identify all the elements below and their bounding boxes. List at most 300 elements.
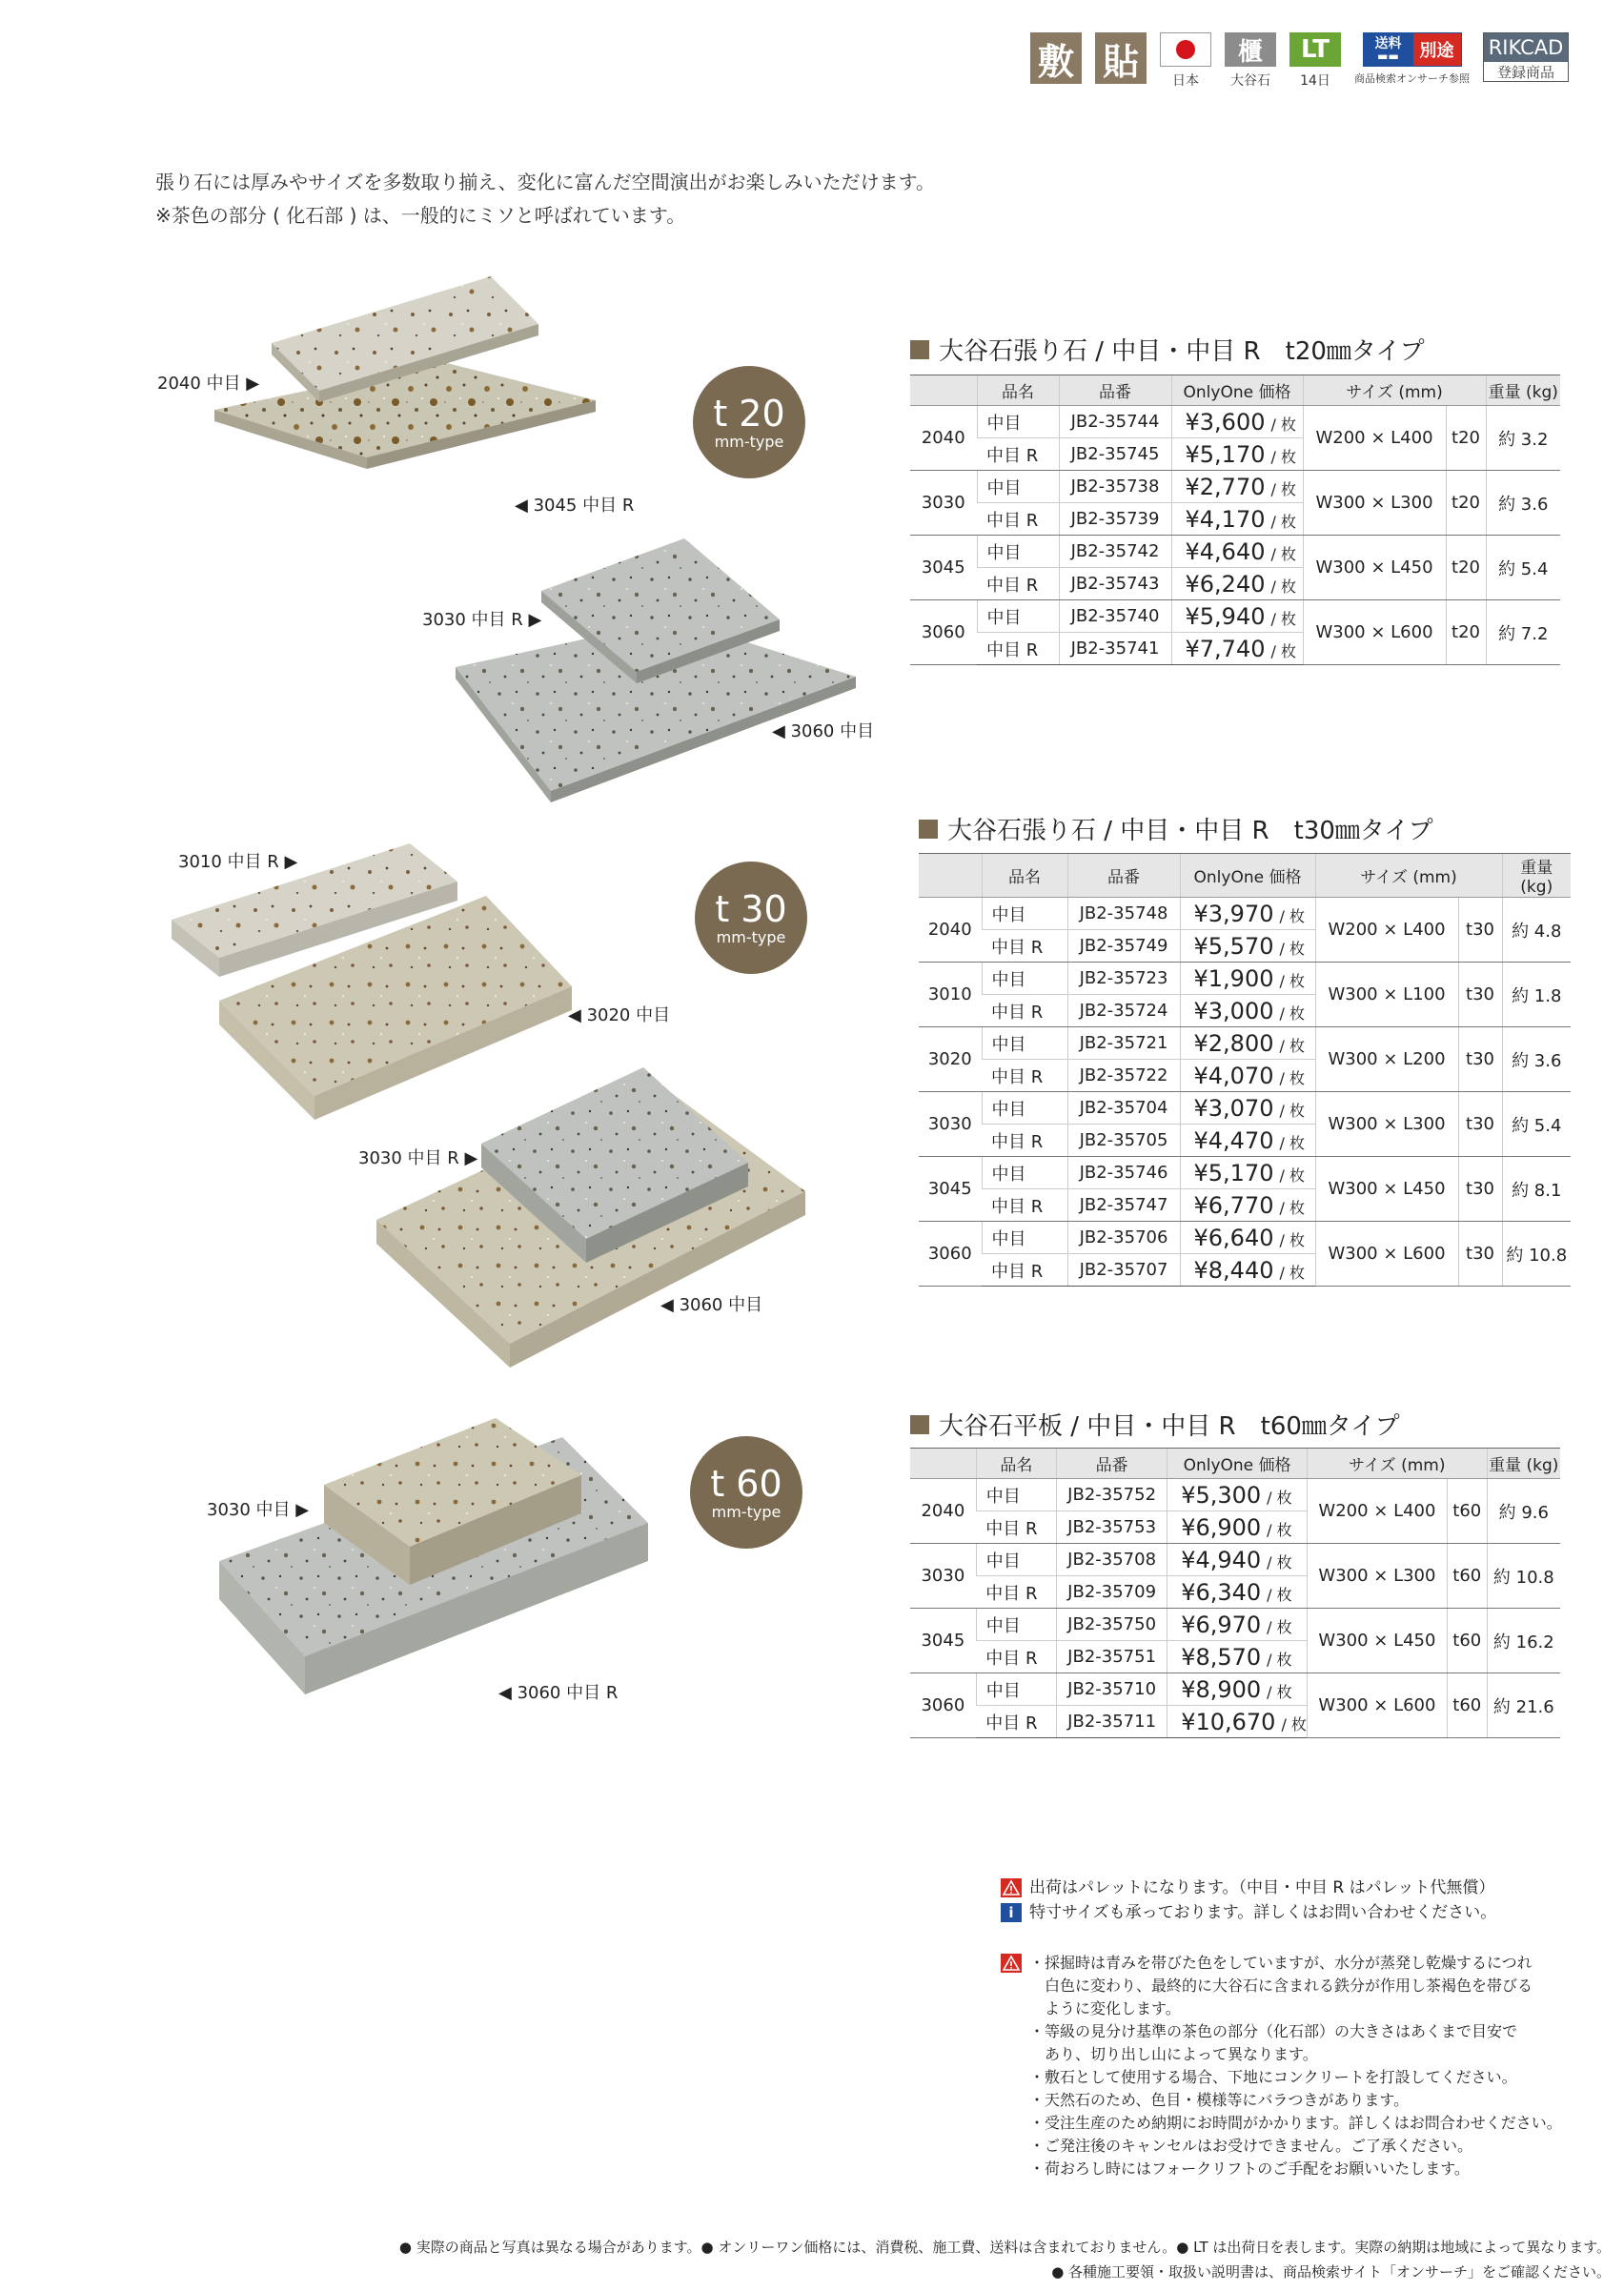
stone-photo-t30-b xyxy=(376,1029,815,1382)
caution-items xyxy=(1029,1952,1562,2180)
price-unit: / 枚 xyxy=(1279,906,1305,925)
rikcad-badge xyxy=(1483,32,1569,82)
grade-cell: 中目 xyxy=(982,1222,1067,1254)
price-unit: / 枚 xyxy=(1270,577,1296,596)
price-unit: / 枚 xyxy=(1270,544,1296,563)
price-unit: / 枚 xyxy=(1270,641,1296,660)
thickness-cell: t20 xyxy=(1446,600,1486,665)
price-unit: / 枚 xyxy=(1270,512,1296,531)
price-unit: / 枚 xyxy=(1281,1714,1307,1733)
caution-item xyxy=(1029,1952,1562,2020)
material-badge xyxy=(1225,32,1276,90)
grade-cell: 中目 xyxy=(976,1609,1056,1641)
grade-cell: 中目 R xyxy=(976,1511,1056,1544)
series-cell: 3060 xyxy=(910,1673,976,1738)
table-row xyxy=(919,1157,1571,1189)
price-value: ¥2,800 xyxy=(1193,1029,1274,1057)
stone-label-3010r: 3010 中目 R ▶ xyxy=(178,852,298,872)
price-table-t60 xyxy=(910,1448,1560,1738)
size-cell: W300 × L450 xyxy=(1315,1157,1458,1222)
price-value: ¥4,170 xyxy=(1185,505,1266,533)
thickness-cell: t30 xyxy=(1458,1157,1502,1222)
thickness-cell: t30 xyxy=(1458,1027,1502,1092)
stone-photo-t20-a xyxy=(214,267,615,524)
price-cell xyxy=(1171,438,1303,471)
table-row xyxy=(910,600,1560,633)
grade-cell: 中目 xyxy=(982,1027,1067,1060)
price-unit: / 枚 xyxy=(1270,447,1296,466)
rikcad-label: RIKCAD xyxy=(1484,33,1568,62)
code-cell: JB2-35742 xyxy=(1059,536,1171,568)
price-value: ¥4,640 xyxy=(1185,537,1266,565)
footer-line-2: ● 各種施工要領・取扱い説明書は、商品検索サイト「オンサーチ」をご確認ください。 xyxy=(1051,2263,1611,2281)
header-weight: 重量 (kg) xyxy=(1487,1449,1560,1479)
code-cell: JB2-35723 xyxy=(1067,963,1180,995)
thickness-unit: mm-type xyxy=(714,432,784,451)
intro-line-1: 張り石には厚みやサイズを多数取り揃え、変化に富んだ空間演出がお楽しみいただけます。 xyxy=(155,171,935,193)
header-badges xyxy=(1030,32,1569,90)
code-cell: JB2-35738 xyxy=(1059,471,1171,503)
price-cell xyxy=(1171,600,1303,633)
price-cell xyxy=(1167,1479,1308,1511)
price-value: ¥3,070 xyxy=(1193,1094,1274,1122)
lead-time-label: LT xyxy=(1289,32,1341,67)
series-cell: 3030 xyxy=(910,471,977,536)
weight-cell: 約 21.6 xyxy=(1487,1673,1560,1738)
grade-cell: 中目 R xyxy=(976,1576,1056,1609)
material-icon: 櫃 xyxy=(1225,32,1276,67)
caution-list xyxy=(1001,1952,1562,2180)
code-cell: JB2-35739 xyxy=(1059,503,1171,536)
stone-label-3060-t20: ◀ 3060 中目 xyxy=(772,721,875,741)
price-value: ¥3,600 xyxy=(1185,408,1266,436)
price-cell xyxy=(1180,963,1315,995)
intro-line-2: ※茶色の部分 ( 化石部 ) は、一般的にミソと呼ばれています。 xyxy=(155,204,686,227)
caution-item xyxy=(1029,2158,1562,2180)
header-name: 品名 xyxy=(977,375,1059,406)
price-value: ¥5,170 xyxy=(1185,440,1266,468)
caution-line: ・受注生産のため納期にお時間がかかります。詳しくはお問合わせください。 xyxy=(1029,2114,1562,2132)
series-cell: 3030 xyxy=(910,1544,976,1609)
shipping-badge xyxy=(1354,32,1470,86)
price-unit: / 枚 xyxy=(1267,1682,1292,1701)
section-title-text: 大谷石張り石 / 中目・中目 R t20㎜タイプ xyxy=(939,337,1425,366)
section-title-t20 xyxy=(910,332,1425,367)
table-header-row xyxy=(910,1449,1560,1479)
size-cell: W200 × L400 xyxy=(1315,898,1458,963)
price-table-t20 xyxy=(910,375,1560,665)
caution-item xyxy=(1029,2089,1562,2112)
weight-cell: 約 16.2 xyxy=(1487,1609,1560,1673)
stone-label-3030r-t20: 3030 中目 R ▶ xyxy=(422,610,542,630)
price-value: ¥2,770 xyxy=(1185,473,1266,500)
price-unit: / 枚 xyxy=(1267,1520,1292,1539)
code-cell: JB2-35741 xyxy=(1059,633,1171,665)
series-cell: 2040 xyxy=(919,898,982,963)
caution-line: ・天然石のため、色目・模様等にバラつきがあります。 xyxy=(1029,2091,1410,2109)
price-value: ¥5,570 xyxy=(1193,932,1274,960)
section-title-t60 xyxy=(910,1407,1400,1442)
code-cell: JB2-35745 xyxy=(1059,438,1171,471)
lead-time-badge xyxy=(1289,32,1341,90)
notes xyxy=(1001,1875,1496,1925)
header-price: OnlyOne 価格 xyxy=(1167,1449,1308,1479)
price-unit: / 枚 xyxy=(1270,609,1296,628)
japan-flag-icon xyxy=(1160,32,1211,67)
header-code: 品番 xyxy=(1067,854,1180,898)
price-value: ¥4,470 xyxy=(1193,1126,1274,1154)
price-cell xyxy=(1180,1222,1315,1254)
header-weight: 重量 (kg) xyxy=(1486,375,1560,406)
price-value: ¥7,740 xyxy=(1185,635,1266,662)
table-row xyxy=(910,1479,1560,1511)
section-title-t30 xyxy=(919,811,1433,846)
shipping-caption: 商品検索オンサーチ参照 xyxy=(1354,72,1470,85)
note-shipping-text: 出荷はパレットになります。（中目・中目 R はパレット代無償） xyxy=(1029,1878,1495,1897)
thickness-cell: t60 xyxy=(1447,1544,1487,1609)
price-unit: / 枚 xyxy=(1279,1101,1305,1120)
price-cell xyxy=(1180,930,1315,963)
table-header-row xyxy=(919,854,1571,898)
stone-label-3020: ◀ 3020 中目 xyxy=(568,1005,671,1025)
price-value: ¥5,170 xyxy=(1193,1159,1274,1186)
header-size: サイズ (mm) xyxy=(1315,854,1502,898)
size-cell: W300 × L100 xyxy=(1315,963,1458,1027)
caution-item xyxy=(1029,2135,1562,2158)
size-cell: W300 × L600 xyxy=(1307,1673,1447,1738)
table-row xyxy=(910,406,1560,438)
series-cell: 3045 xyxy=(910,536,977,600)
caution-line: ・採掘時は青みを帯びた色をしていますが、水分が蒸発し乾燥するにつれ xyxy=(1029,1954,1533,1972)
weight-cell: 約 5.4 xyxy=(1502,1092,1571,1157)
header-price: OnlyOne 価格 xyxy=(1171,375,1303,406)
price-value: ¥3,000 xyxy=(1193,997,1274,1024)
code-cell: JB2-35753 xyxy=(1057,1511,1167,1544)
price-value: ¥6,640 xyxy=(1193,1224,1274,1251)
price-unit: / 枚 xyxy=(1279,939,1305,958)
header-code: 品番 xyxy=(1057,1449,1167,1479)
price-cell xyxy=(1167,1706,1308,1738)
price-unit: / 枚 xyxy=(1279,1263,1305,1282)
thickness-cell: t20 xyxy=(1446,536,1486,600)
header-blank xyxy=(910,1449,976,1479)
warning-icon xyxy=(1001,1878,1022,1897)
series-cell: 3010 xyxy=(919,963,982,1027)
thickness-cell: t20 xyxy=(1446,471,1486,536)
code-cell: JB2-35704 xyxy=(1067,1092,1180,1125)
price-unit: / 枚 xyxy=(1279,971,1305,990)
code-cell: JB2-35750 xyxy=(1057,1609,1167,1641)
price-cell xyxy=(1180,1157,1315,1189)
stone-label-3045r: ◀ 3045 中目 R xyxy=(515,496,635,516)
table-row xyxy=(910,1609,1560,1641)
caution-line: ・荷おろし時にはフォークリフトのご手配をお願いいたします。 xyxy=(1029,2159,1470,2178)
code-cell: JB2-35740 xyxy=(1059,600,1171,633)
series-cell: 2040 xyxy=(910,1479,976,1544)
code-cell: JB2-35744 xyxy=(1059,406,1171,438)
header-code: 品番 xyxy=(1059,375,1171,406)
weight-cell: 約 10.8 xyxy=(1487,1544,1560,1609)
price-value: ¥4,940 xyxy=(1181,1546,1262,1573)
grade-cell: 中目 xyxy=(977,471,1059,503)
price-unit: / 枚 xyxy=(1267,1650,1292,1669)
paving-badge: 敷 xyxy=(1030,32,1082,84)
table-row xyxy=(910,536,1560,568)
truck-icon: 送料 ▬▬ xyxy=(1364,33,1413,66)
thickness-cell: t30 xyxy=(1458,1092,1502,1157)
size-cell: W300 × L600 xyxy=(1303,600,1446,665)
header-price: OnlyOne 価格 xyxy=(1180,854,1315,898)
price-value: ¥6,340 xyxy=(1181,1578,1262,1606)
warning-icon xyxy=(1001,1954,1022,1973)
size-cell: W300 × L600 xyxy=(1315,1222,1458,1287)
note-custom-text: 特寸サイズも承っております。詳しくはお問い合わせください。 xyxy=(1029,1903,1497,1922)
grade-cell: 中目 xyxy=(982,898,1067,930)
weight-cell: 約 3.6 xyxy=(1502,1027,1571,1092)
code-cell: JB2-35710 xyxy=(1057,1673,1167,1706)
price-value: ¥8,900 xyxy=(1181,1675,1262,1703)
code-cell: JB2-35724 xyxy=(1067,995,1180,1027)
caution-item xyxy=(1029,2112,1562,2135)
price-cell xyxy=(1167,1641,1308,1673)
section-marker-icon xyxy=(910,1415,929,1434)
price-cell xyxy=(1171,406,1303,438)
price-cell xyxy=(1167,1609,1308,1641)
price-value: ¥5,300 xyxy=(1181,1481,1262,1509)
grade-cell: 中目 xyxy=(977,406,1059,438)
caution-line: 白色に変わり、最終的に大谷石に含まれる鉄分が作用し茶褐色を帯びる xyxy=(1045,1977,1533,1995)
note-shipping xyxy=(1001,1875,1496,1900)
code-cell: JB2-35721 xyxy=(1067,1027,1180,1060)
grade-cell: 中目 xyxy=(977,600,1059,633)
grade-cell: 中目 xyxy=(976,1479,1056,1511)
price-unit: / 枚 xyxy=(1267,1552,1292,1571)
stone-label-3030-t60: 3030 中目 ▶ xyxy=(207,1500,310,1520)
price-value: ¥4,070 xyxy=(1193,1062,1274,1089)
thickness-unit: mm-type xyxy=(716,927,786,946)
note-custom xyxy=(1001,1900,1496,1925)
price-cell xyxy=(1171,568,1303,600)
weight-cell: 約 3.6 xyxy=(1486,471,1560,536)
price-value: ¥3,970 xyxy=(1193,900,1274,927)
caution-line: ・ご発注後のキャンセルはお受けできません。ご了承ください。 xyxy=(1029,2137,1472,2155)
size-cell: W300 × L200 xyxy=(1315,1027,1458,1092)
thickness-cell: t30 xyxy=(1458,1222,1502,1287)
code-cell: JB2-35746 xyxy=(1067,1157,1180,1189)
price-cell xyxy=(1167,1576,1308,1609)
price-value: ¥6,900 xyxy=(1181,1513,1262,1541)
thickness-unit: mm-type xyxy=(711,1502,782,1521)
grade-cell: 中目 R xyxy=(976,1641,1056,1673)
weight-cell: 約 7.2 xyxy=(1486,600,1560,665)
grade-cell: 中目 xyxy=(977,536,1059,568)
price-value: ¥8,570 xyxy=(1181,1643,1262,1671)
price-cell xyxy=(1180,1254,1315,1287)
grade-cell: 中目 xyxy=(976,1673,1056,1706)
code-cell: JB2-35752 xyxy=(1057,1479,1167,1511)
price-unit: / 枚 xyxy=(1279,1068,1305,1087)
shipping-label: 送料 xyxy=(1374,36,1402,51)
shipping-extra-label: 別途 xyxy=(1413,33,1461,66)
grade-cell: 中目 R xyxy=(977,568,1059,600)
price-value: ¥6,770 xyxy=(1193,1191,1274,1219)
table-header-row xyxy=(910,375,1560,406)
grade-cell: 中目 R xyxy=(976,1706,1056,1738)
price-unit: / 枚 xyxy=(1270,479,1296,498)
grade-cell: 中目 R xyxy=(982,930,1067,963)
table-row xyxy=(919,898,1571,930)
size-cell: W300 × L450 xyxy=(1303,536,1446,600)
code-cell: JB2-35707 xyxy=(1067,1254,1180,1287)
table-row xyxy=(910,471,1560,503)
price-unit: / 枚 xyxy=(1267,1585,1292,1604)
thickness-badge-t20 xyxy=(693,366,805,478)
series-cell: 3030 xyxy=(919,1092,982,1157)
code-cell: JB2-35711 xyxy=(1057,1706,1167,1738)
code-cell: JB2-35749 xyxy=(1067,930,1180,963)
code-cell: JB2-35748 xyxy=(1067,898,1180,930)
grade-cell: 中目 R xyxy=(982,995,1067,1027)
weight-cell: 約 5.4 xyxy=(1486,536,1560,600)
price-cell xyxy=(1180,1125,1315,1157)
grade-cell: 中目 xyxy=(982,1092,1067,1125)
price-unit: / 枚 xyxy=(1270,415,1296,434)
footer-line-1: ● 実際の商品と写真は異なる場合があります。● オンリーワン価格には、消費税、施工費、送料は含まれておりません。● LT は出荷日を表します。実際の納期は地域によって異なります。 xyxy=(398,2239,1611,2256)
price-cell xyxy=(1180,1027,1315,1060)
size-cell: W300 × L300 xyxy=(1315,1092,1458,1157)
section-marker-icon xyxy=(910,340,929,359)
price-unit: / 枚 xyxy=(1267,1488,1292,1507)
caution-line: ・敷石として使用する場合、下地にコンクリートを打設してください。 xyxy=(1029,2068,1517,2086)
price-unit: / 枚 xyxy=(1279,1036,1305,1055)
stone-label-3060-t30: ◀ 3060 中目 xyxy=(660,1295,763,1315)
price-value: ¥10,670 xyxy=(1181,1708,1276,1735)
header-size: サイズ (mm) xyxy=(1307,1449,1487,1479)
price-value: ¥6,970 xyxy=(1181,1611,1262,1638)
series-cell: 3045 xyxy=(919,1157,982,1222)
size-cell: W200 × L400 xyxy=(1303,406,1446,471)
header-name: 品名 xyxy=(976,1449,1056,1479)
origin-badge xyxy=(1160,32,1211,90)
stone-label-3030r-t30: 3030 中目 R ▶ xyxy=(358,1148,478,1168)
grade-cell: 中目 R xyxy=(982,1125,1067,1157)
weight-cell: 約 3.2 xyxy=(1486,406,1560,471)
rikcad-caption: 登録商品 xyxy=(1484,62,1568,81)
price-cell xyxy=(1171,536,1303,568)
price-cell xyxy=(1171,503,1303,536)
grade-cell: 中目 R xyxy=(977,438,1059,471)
header-weight: 重量 (kg) xyxy=(1502,854,1571,898)
code-cell: JB2-35722 xyxy=(1067,1060,1180,1092)
price-table-t30 xyxy=(919,853,1571,1287)
price-cell xyxy=(1171,471,1303,503)
price-unit: / 枚 xyxy=(1279,1230,1305,1249)
size-cell: W300 × L300 xyxy=(1303,471,1446,536)
size-cell: W200 × L400 xyxy=(1307,1479,1447,1544)
weight-cell: 約 9.6 xyxy=(1487,1479,1560,1544)
thickness-cell: t60 xyxy=(1447,1673,1487,1738)
info-icon: i xyxy=(1001,1903,1022,1922)
series-cell: 3060 xyxy=(910,600,977,665)
price-cell xyxy=(1180,995,1315,1027)
header-name: 品名 xyxy=(982,854,1067,898)
code-cell: JB2-35708 xyxy=(1057,1544,1167,1576)
origin-caption: 日本 xyxy=(1172,73,1199,89)
code-cell: JB2-35747 xyxy=(1067,1189,1180,1222)
price-cell xyxy=(1180,1092,1315,1125)
caution-item xyxy=(1029,2020,1562,2066)
section-marker-icon xyxy=(919,820,938,839)
weight-cell: 約 4.8 xyxy=(1502,898,1571,963)
stone-photo-t20-b xyxy=(456,534,865,820)
header-blank xyxy=(919,854,982,898)
table-row xyxy=(919,1092,1571,1125)
intro-text xyxy=(155,166,935,233)
thickness-cell: t20 xyxy=(1446,406,1486,471)
thickness-value: t 60 xyxy=(710,1462,782,1505)
thickness-cell: t30 xyxy=(1458,963,1502,1027)
price-cell xyxy=(1180,1060,1315,1092)
section-title-text: 大谷石張り石 / 中目・中目 R t30㎜タイプ xyxy=(947,817,1433,845)
price-value: ¥5,940 xyxy=(1185,602,1266,630)
cladding-badge: 貼 xyxy=(1095,32,1147,84)
grade-cell: 中目 xyxy=(976,1544,1056,1576)
series-cell: 3045 xyxy=(910,1609,976,1673)
section-title-text: 大谷石平板 / 中目・中目 R t60㎜タイプ xyxy=(939,1412,1400,1441)
grade-cell: 中目 R xyxy=(982,1060,1067,1092)
grade-cell: 中目 R xyxy=(982,1189,1067,1222)
weight-cell: 約 1.8 xyxy=(1502,963,1571,1027)
price-cell xyxy=(1167,1544,1308,1576)
price-cell xyxy=(1167,1511,1308,1544)
grade-cell: 中目 R xyxy=(977,503,1059,536)
grade-cell: 中目 xyxy=(982,1157,1067,1189)
table-row xyxy=(919,1222,1571,1254)
thickness-value: t 20 xyxy=(713,392,785,435)
table-row xyxy=(919,963,1571,995)
thickness-value: t 30 xyxy=(715,887,787,930)
thickness-badge-t60 xyxy=(690,1436,802,1549)
code-cell: JB2-35743 xyxy=(1059,568,1171,600)
code-cell: JB2-35705 xyxy=(1067,1125,1180,1157)
price-cell xyxy=(1180,898,1315,930)
price-unit: / 枚 xyxy=(1267,1617,1292,1636)
grade-cell: 中目 R xyxy=(982,1254,1067,1287)
price-unit: / 枚 xyxy=(1279,1004,1305,1023)
caution-item xyxy=(1029,2066,1562,2089)
thickness-cell: t60 xyxy=(1447,1479,1487,1544)
weight-cell: 約 8.1 xyxy=(1502,1157,1571,1222)
table-row xyxy=(919,1027,1571,1060)
price-unit: / 枚 xyxy=(1279,1133,1305,1152)
code-cell: JB2-35751 xyxy=(1057,1641,1167,1673)
price-cell xyxy=(1171,633,1303,665)
price-cell xyxy=(1167,1673,1308,1706)
grade-cell: 中目 R xyxy=(977,633,1059,665)
grade-cell: 中目 xyxy=(982,963,1067,995)
table-row xyxy=(910,1544,1560,1576)
lead-time-caption: 14日 xyxy=(1300,73,1330,89)
thickness-cell: t60 xyxy=(1447,1609,1487,1673)
material-caption: 大谷石 xyxy=(1230,73,1270,89)
price-unit: / 枚 xyxy=(1279,1198,1305,1217)
series-cell: 3020 xyxy=(919,1027,982,1092)
size-cell: W300 × L450 xyxy=(1307,1609,1447,1673)
price-unit: / 枚 xyxy=(1279,1166,1305,1185)
caution-line: ように変化します。 xyxy=(1045,1999,1181,2017)
price-cell xyxy=(1180,1189,1315,1222)
series-cell: 3060 xyxy=(919,1222,982,1287)
